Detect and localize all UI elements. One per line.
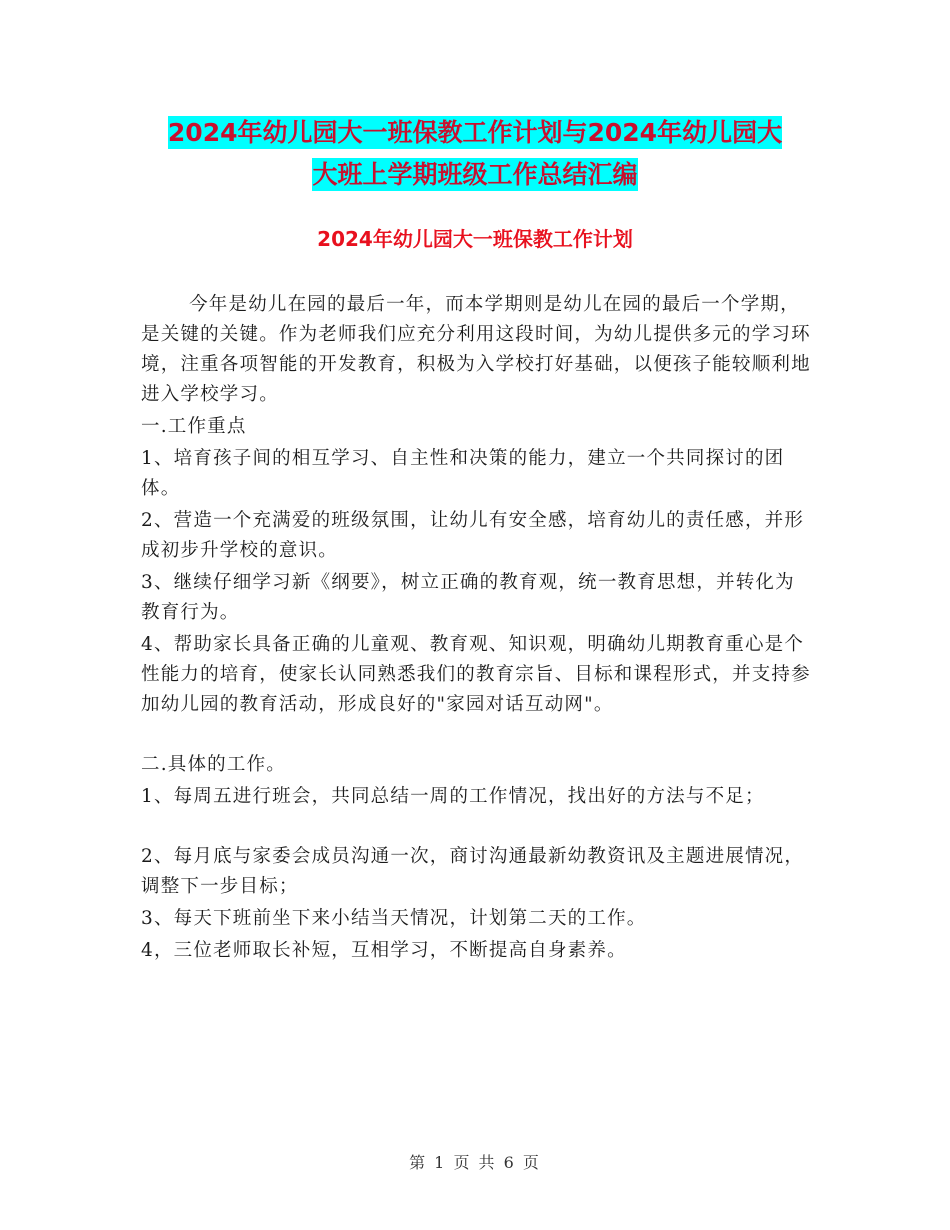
- document-body: [141, 290, 811, 968]
- page-footer: 第 1 页 共 6 页: [409, 1153, 541, 1172]
- list-item: 2、每月底与家委会成员沟通一次，商讨沟通最新幼教资讯及主题进展情况，调整下一步目标；: [141, 846, 805, 897]
- list-item: 1、每周五进行班会，共同总结一周的工作情况，找出好的方法与不足；: [141, 786, 765, 807]
- heading-work-focus: 一.工作重点: [141, 416, 247, 437]
- list-item: 4，三位老师取长补短，互相学习，不断提高自身素养。: [141, 940, 627, 961]
- list-item: 3、继续仔细学习新《纲要》，树立正确的教育观，统一教育思想，并转化为教育行为。: [141, 572, 795, 623]
- list-item: 4、帮助家长具备正确的儿童观、教育观、知识观，明确幼儿期教育重心是个性能力的培育，使家长认同熟悉我们的教育宗旨、目标和课程形式，并支持参加幼儿园的教育活动，形成良好的"家园对话互动网"。: [141, 634, 811, 715]
- list-item: 1、培育孩子间的相互学习、自主性和决策的能力，建立一个共同探讨的团体。: [141, 448, 785, 499]
- title-highlight: 2024年幼儿园大一班保教工作计划与2024年幼儿园大: [167, 118, 783, 147]
- intro-paragraph: 今年是幼儿在园的最后一年，而本学期则是幼儿在园的最后一个学期，是关键的关键。作为老师我们应充分利用这段时间，为幼儿提供多元的学习环境，注重各项智能的开发教育，积极为入学校打好基础，以便孩子能较顺利地进入学校学习。: [141, 294, 811, 405]
- heading-specific-work: 二.具体的工作。: [141, 754, 286, 775]
- list-item: 3、每天下班前坐下来小结当天情况，计划第二天的工作。: [141, 908, 647, 929]
- document-title-line-1: [130, 111, 820, 155]
- title-highlight: 大班上学期班级工作总结汇编: [312, 160, 638, 189]
- list-item: 2、营造一个充满爱的班级氛围，让幼儿有安全感，培育幼儿的责任感，并形成初步升学校的意识。: [141, 510, 805, 561]
- document-title-line-2: [130, 153, 820, 197]
- section-title: 2024年幼儿园大一班保教工作计划: [317, 227, 633, 251]
